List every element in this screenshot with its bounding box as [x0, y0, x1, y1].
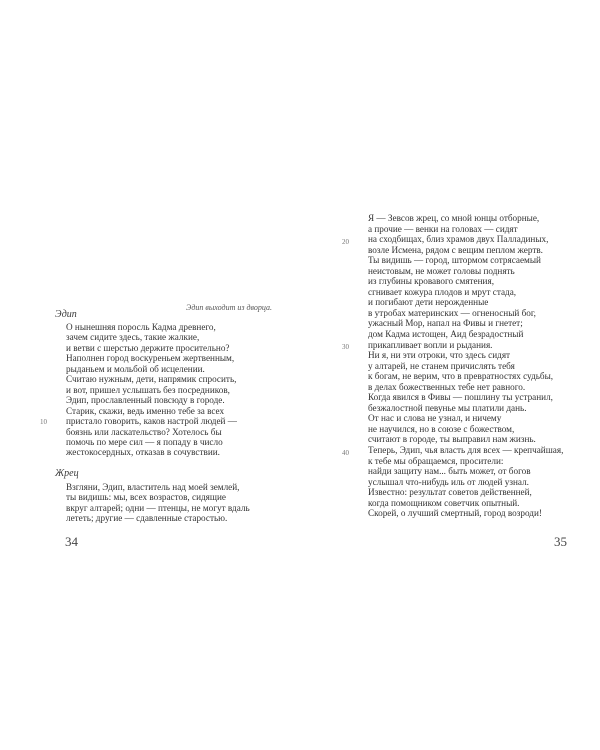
verse-line: ужасный Мор, напал на Фивы и гнетет;	[368, 318, 523, 329]
verse-line: безжалостной певунье мы платили дань.	[368, 402, 527, 413]
verse-line: Я — Зевсов жрец, со мной юнцы отборные,	[368, 213, 540, 223]
page-number-left: 34	[65, 534, 78, 549]
verse-line: услышал что-нибудь иль от людей узнал.	[368, 476, 529, 487]
priest-speech-continued	[368, 213, 563, 519]
page-number-right: 35	[554, 534, 567, 549]
verse-line: дом Кадма истощен, Аид безрадостный	[368, 329, 524, 340]
verse-line: пристало говорить, каков настрой людей —	[66, 416, 237, 427]
right-page	[300, 0, 600, 750]
stage-direction: Эдип выходит из дворца.	[186, 303, 272, 312]
verse-line: Теперь, Эдип, чья власть для всех — крепчайшая,	[368, 445, 564, 456]
speaker-oedipus: Эдип	[55, 309, 77, 320]
verse-line: О нынешняя поросль Кадма древнего,	[66, 322, 216, 332]
line-number-30: 30	[342, 343, 349, 351]
verse-line: из глубины кровавого смятения,	[368, 276, 494, 287]
verse-line: Взгляни, Эдип, властитель над моей землей,	[66, 482, 240, 492]
verse-line: Считаю нужным, дети, напрямик спросить,	[66, 374, 237, 385]
verse-line: Эдип, прославленный повсюду в городе.	[66, 395, 225, 406]
verse-line: и ветви с шерстью держите просительно?	[66, 342, 230, 353]
verse-line: От нас и слова не узнал, и ничему	[368, 413, 502, 424]
verse-line: помочь по мере сил — я попаду в число	[66, 436, 223, 447]
line-number-20: 20	[342, 238, 349, 246]
verse-line: Когда явился в Фивы — пошлину ты устранил,	[368, 392, 553, 403]
verse-line: Старик, скажи, ведь именно тебе за всех	[66, 405, 225, 416]
verse-line: боязнь или ласкательство? Хотелось бы	[66, 426, 222, 437]
verse-line: Ни я, ни эти отроки, что здесь сидят	[368, 350, 511, 361]
line-number-10: 10	[40, 418, 47, 426]
verse-line: к тебе мы обращаемся, просители:	[368, 455, 504, 466]
verse-line: вкруг алтарей; одни — птенцы, не могут вдаль	[66, 502, 250, 513]
verse-line: Скорей, о лучший смертный, город возроди!	[368, 508, 542, 519]
priest-speech-start	[66, 482, 250, 524]
verse-line: найди защиту нам... быть может, от богов	[368, 466, 531, 477]
verse-line: жестокосердных, отказав в сочувствии.	[66, 447, 220, 458]
verse-line: на сходбищах, близ храмов двух Палладиных,	[368, 234, 549, 245]
verse-line: а прочие — венки на головах — сидят	[368, 223, 518, 234]
verse-line: у алтарей, не станем причислять тебя	[368, 360, 515, 371]
verse-line: ты видишь: мы, всех возрастов, сидящие	[66, 492, 226, 503]
verse-line: сгнивает кожура плодов и мрут стада,	[368, 286, 517, 297]
verse-line: Ты видишь — город, штормом сотрясаемый	[368, 255, 541, 266]
verse-line: в утробах материнских — огненосный бог,	[368, 307, 536, 318]
verse-line: когда помощником советчик опытный.	[368, 497, 520, 508]
verse-line: зачем сидите здесь, такие жалкие,	[66, 332, 200, 343]
verse-line: не научился, но в союзе с божеством,	[368, 423, 515, 434]
verse-line: прикапливает вопли и рыдания.	[368, 339, 493, 350]
verse-line: лететь; другие — сдавленные старостью.	[66, 513, 228, 524]
verse-line: возле Исмена, рядом с вещим пеплом жертв.	[368, 244, 543, 255]
verse-line: Известно: результат советов действенней,	[368, 487, 532, 498]
verse-line: рыданьем и мольбой об исцелении.	[66, 363, 205, 374]
verse-line: в делах божественных тебе нет равного.	[368, 381, 526, 392]
speaker-priest: Жрец	[55, 468, 79, 479]
verse-line: Наполнен город воскуреньем жертвенным,	[66, 353, 235, 364]
verse-line: и погибают дети нерожденные	[368, 297, 489, 308]
line-number-40: 40	[342, 449, 349, 457]
verse-line: к богам, не верим, что в превратностях судьбы,	[368, 371, 554, 382]
verse-line: неистовым, не может головы поднять	[368, 265, 515, 276]
oedipus-speech	[66, 322, 237, 458]
verse-line: и вот, пришел услышать без посредников,	[66, 384, 230, 395]
verse-line: считают в городе, ты выправил нам жизнь.	[368, 434, 536, 445]
